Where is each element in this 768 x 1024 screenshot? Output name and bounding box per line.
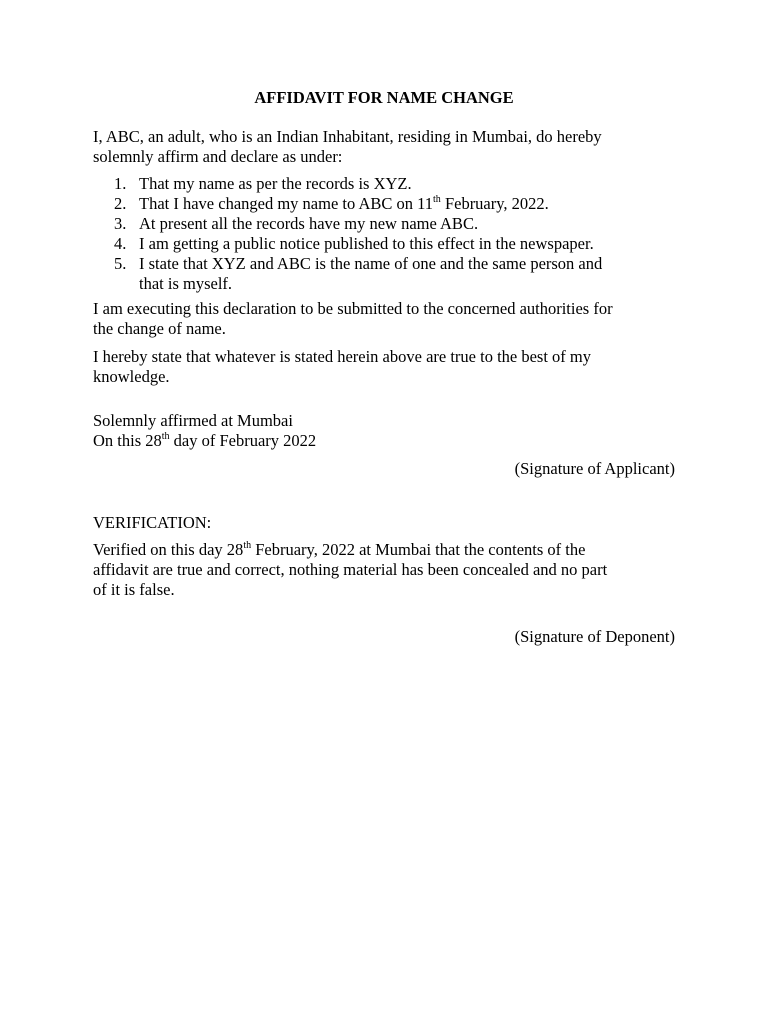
affirmation-date	[93, 431, 678, 451]
ordinal-suffix: th	[433, 193, 441, 205]
intro-line-1: I, ABC, an adult, who is an Indian Inhabitant, residing in Mumbai, do hereby	[93, 127, 602, 146]
intro-paragraph	[93, 127, 678, 167]
list-text: I am getting a public notice published to this effect in the newspaper.	[139, 234, 594, 253]
list-item	[93, 254, 678, 294]
declaration-list	[93, 174, 678, 294]
truth-line-2: knowledge.	[93, 367, 170, 386]
signature-of-deponent: (Signature of Deponent)	[514, 627, 675, 646]
list-item	[93, 234, 678, 254]
affirmation-place: Solemnly affirmed at Mumbai	[93, 411, 293, 430]
list-text-line-2: that is myself.	[139, 274, 233, 293]
list-item	[93, 174, 678, 194]
affirmation-block	[93, 411, 678, 451]
verification-line-1	[93, 540, 678, 560]
affirmation-date-post: day of February 2022	[169, 431, 317, 450]
signature-of-applicant: (Signature of Applicant)	[514, 459, 675, 478]
list-text-pre: That I have changed my name to ABC on 11	[139, 194, 434, 213]
list-number: 2.	[114, 194, 127, 213]
list-number: 3.	[114, 214, 127, 233]
list-text: At present all the records have my new name ABC.	[139, 214, 479, 233]
ordinal-suffix: th	[243, 539, 252, 551]
affirmation-date-pre: On this 28	[93, 431, 162, 450]
list-text: That my name as per the records is XYZ.	[139, 174, 412, 193]
intro-line-2: solemnly affirm and declare as under:	[93, 147, 343, 166]
list-number: 5.	[114, 254, 127, 273]
list-text-line-1: I state that XYZ and ABC is the name of one and the same person and	[139, 254, 603, 273]
list-number: 1.	[114, 174, 127, 193]
execution-line-1: I am executing this declaration to be submitted to the concerned authorities for	[93, 299, 613, 318]
list-number: 4.	[114, 234, 127, 253]
truth-line-1: I hereby state that whatever is stated herein above are true to the best of my	[93, 347, 592, 366]
list-item	[93, 194, 678, 214]
ordinal-suffix: th	[161, 430, 170, 442]
verification-line-1-pre: Verified on this day 28	[93, 540, 244, 559]
verification-paragraph	[93, 540, 678, 600]
execution-line-2: the change of name.	[93, 319, 226, 338]
verification-heading: VERIFICATION:	[93, 513, 212, 532]
execution-paragraph	[93, 299, 678, 339]
document-title: AFFIDAVIT FOR NAME CHANGE	[254, 88, 514, 107]
list-text	[139, 194, 549, 213]
verification-line-3: of it is false.	[93, 580, 175, 599]
truth-statement-paragraph	[93, 347, 678, 387]
verification-line-1-post: February, 2022 at Mumbai that the contents of the	[251, 540, 586, 559]
list-text-post: February, 2022.	[440, 194, 549, 213]
list-item	[93, 214, 678, 234]
verification-line-2: affidavit are true and correct, nothing material has been concealed and no part	[93, 560, 608, 579]
